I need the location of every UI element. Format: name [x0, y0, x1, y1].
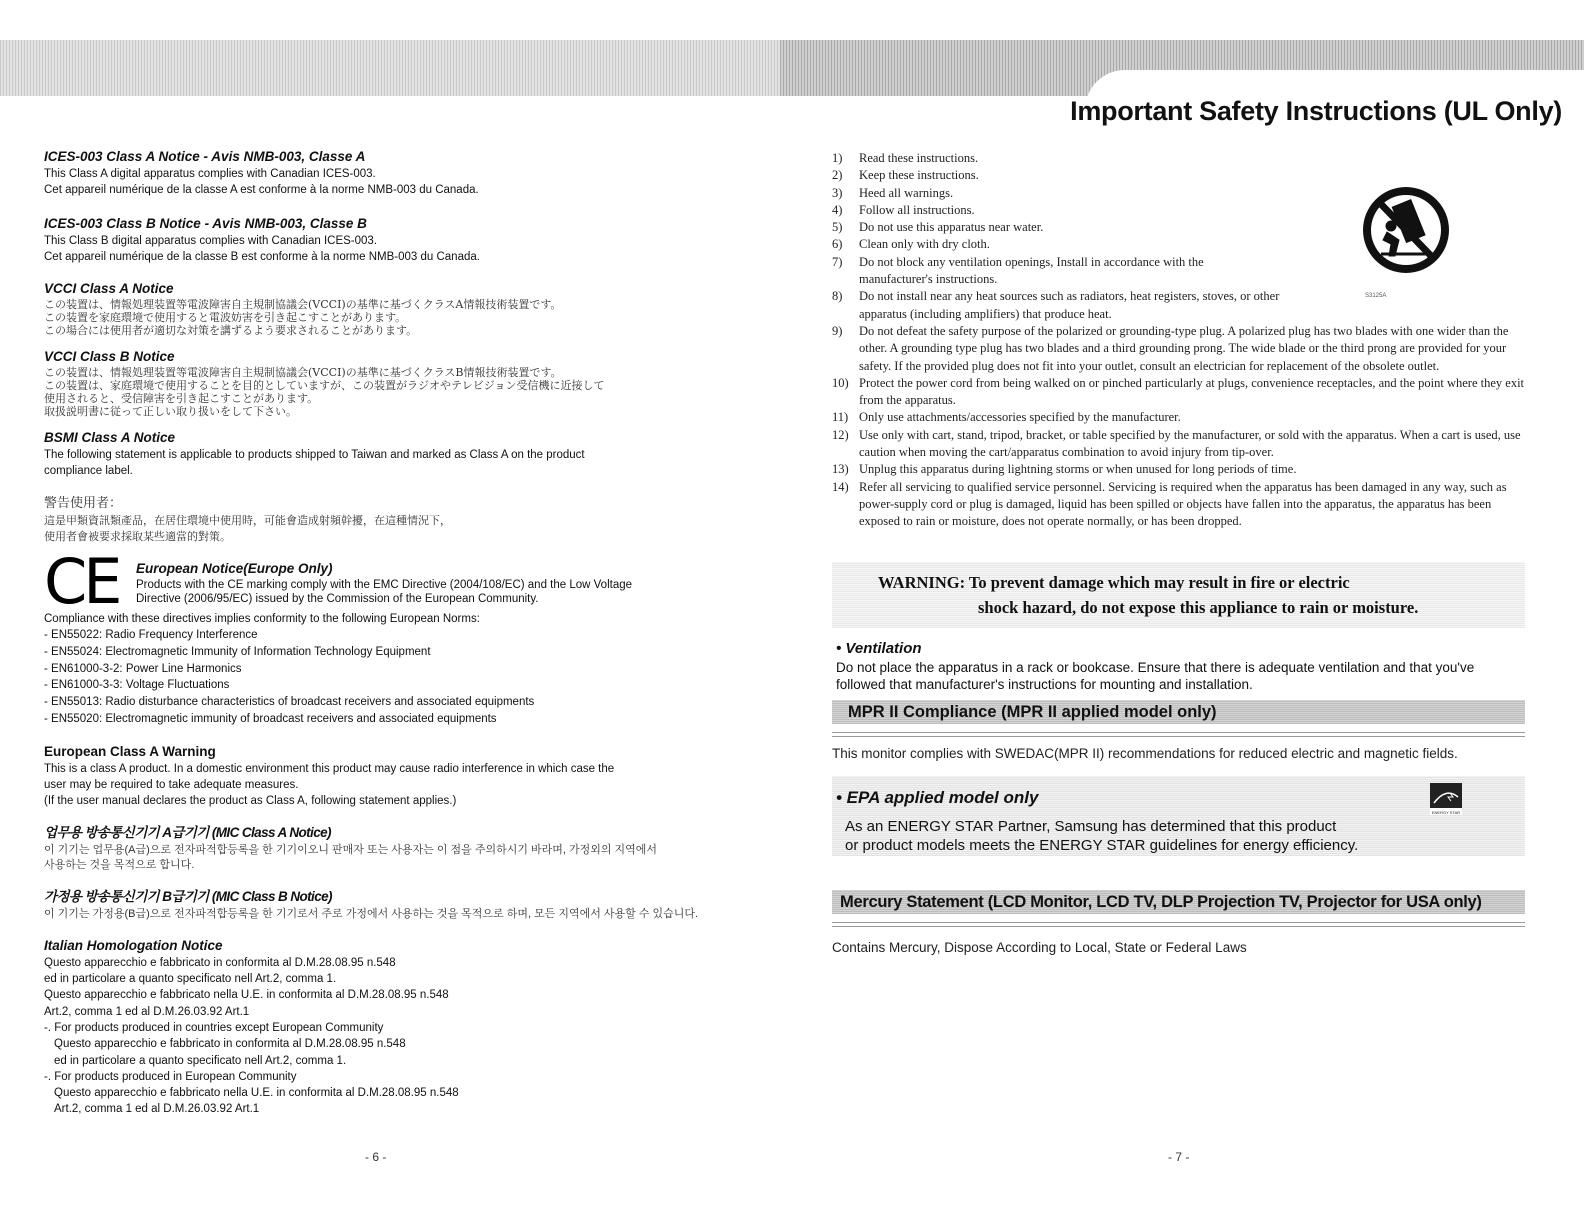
mercury-heading-bar [832, 890, 1525, 914]
ce-norm-item: - EN61000-3-2: Power Line Harmonics [44, 662, 242, 675]
eu-class-a-warning [44, 744, 744, 809]
italian-notice [44, 938, 744, 1118]
chinese-warning-line: 這是甲類資訊類產品，在居住環境中使用時，可能會造成射頻幹擾，在這種情況下， [44, 514, 451, 527]
ce-norm-item: - EN55024: Electromagnetic Immunity of Information Technology Equipment [44, 645, 431, 658]
instruction-number: 9) [832, 323, 843, 338]
italian-line: ed in particolare a quanto specificato nell Art.2, comma 1. [54, 1054, 347, 1067]
vcci-b-line: この装置は、情報処理装置等電波障害自主規制協議会(VCCI)の基準に基づくクラスB情報技術装置です。 [44, 366, 562, 379]
instruction-number: 14) [832, 479, 849, 494]
instruction-item [832, 409, 1532, 426]
epa-line: or product models meets the ENERGY STAR guidelines for energy efficiency. [845, 837, 1359, 854]
page-number-right: - 7 - [1168, 1150, 1190, 1164]
ices-a-line: This Class A digital apparatus complies with Canadian ICES-003. [44, 168, 376, 180]
vcci-a-line: この装置を家庭環境で使用すると電波妨害を引き起こすことがあります。 [44, 311, 407, 324]
instruction-text: Do not install near any heat sources such as radiators, heat registers, stoves, or other apparatus (including amplifiers) that produce heat. [859, 289, 1280, 321]
italian-line: -. For products produced in European Community [44, 1070, 297, 1083]
mpr-text: This monitor complies with SWEDAC(MPR II) recommendations for reduced electric and magnetic fields. [832, 746, 1458, 761]
ices-b-heading: ICES-003 Class B Notice - Avis NMB-003, Classe B [44, 216, 367, 231]
page-title: Important Safety Instructions (UL Only) [1070, 96, 1562, 126]
korea-a-line: 이 기기는 업무용(A급)으로 전자파적합등록을 한 기기이오니 판매자 또는 사용자는 이 점을 주의하시기 바라며, 가정외의 지역에서 [44, 843, 658, 856]
instruction-item [832, 150, 1532, 167]
cart-icon-label: S3125A [1365, 293, 1387, 299]
eu-class-a-line: This is a class A product. In a domestic environment this product may cause radio interference in which case the [44, 762, 615, 775]
ices-b-notice [44, 216, 744, 265]
eu-class-a-heading: European Class A Warning [44, 743, 216, 759]
instruction-number: 11) [832, 410, 849, 425]
bsmi-notice [44, 430, 744, 479]
instruction-number: 4) [832, 202, 843, 217]
eu-class-a-line: (If the user manual declares the product as Class A, following statement applies.) [44, 794, 457, 807]
italian-line: ed in particolare a quanto specificato nell Art.2, comma 1. [44, 973, 337, 986]
instruction-number: 7) [832, 254, 843, 269]
ce-norms-intro: Compliance with these directives implies conformity to the following European Norms: [44, 613, 480, 625]
instruction-number: 13) [832, 462, 849, 477]
instruction-text: Refer all servicing to qualified service personnel. Servicing is required when the apparatus has been damaged in any way, such as power-supply cord or plug is damaged, liquid has been spilled or objects have fallen into the apparatus, the apparatus has been exposed to rain or moisture, does not operate normally, or has been dropped. [859, 479, 1507, 529]
italian-line: Questo apparecchio e fabbricato in conformita al D.M.28.08.95 n.548 [54, 1038, 406, 1051]
italian-line: Art.2, comma 1 ed al D.M.26.03.92 Art.1 [54, 1103, 260, 1116]
instruction-number: 8) [832, 289, 843, 304]
ce-line: Directive (2006/95/EC) issued by the Commission of the European Community. [136, 593, 539, 605]
instruction-number: 6) [832, 237, 843, 252]
ce-heading: European Notice(Europe Only) [136, 561, 333, 576]
instruction-number: 5) [832, 220, 843, 235]
ce-norm-item: - EN61000-3-3: Voltage Fluctuations [44, 679, 230, 692]
epa-line: As an ENERGY STAR Partner, Samsung has determined that this product [845, 818, 1337, 835]
italian-line: Questo apparecchio e fabbricato nella U.E. in conformita al D.M.28.08.95 n.548 [44, 989, 449, 1002]
warning-box [832, 562, 1525, 628]
instruction-text: Do not use this apparatus near water. [859, 220, 1044, 235]
chinese-warning-line: 使用者會被要求採取某些適當的對策。 [44, 530, 231, 543]
warning-line-1: WARNING: To prevent damage which may result in fire or electric [878, 573, 1350, 592]
mpr-divider [832, 736, 1525, 737]
vcci-b-line: この装置は、家庭環境で使用することを目的としていますが、この装置がラジオやテレビジョン受信機に近接して [44, 379, 605, 392]
korea-a-heading: 업무용 방송통신기기 A급기기 (MIC Class A Notice) [44, 824, 331, 840]
ices-b-line: Cet appareil numérique de la classe B est conforme à la norme NMB-003 du Canada. [44, 251, 480, 263]
mercury-divider [832, 926, 1525, 927]
korea-b-line: 이 기기는 가정용(B급)으로 전자파적합등록을 한 기기로서 주로 가정에서 사용하는 것을 목적으로 하며, 모든 지역에서 사용할 수 있습니다. [44, 907, 699, 920]
instruction-text: Heed all warnings. [859, 185, 954, 200]
ce-notice [44, 545, 744, 618]
bsmi-heading: BSMI Class A Notice [44, 430, 176, 445]
ce-mark-icon: CE [44, 545, 119, 618]
header-band-left [0, 40, 780, 96]
instruction-text: Do not block any ventilation openings, Install in accordance with the manufacturer's instructions. [859, 254, 1204, 287]
ce-norm-item: - EN55013: Radio disturbance characteristics of broadcast receivers and associated equipments [44, 696, 535, 709]
instruction-number: 12) [832, 427, 849, 442]
instruction-item [832, 323, 1532, 375]
instruction-text: Do not defeat the safety purpose of the polarized or grounding-type plug. A polarized plug has two blades with one wider than the other. A grounding type plug has two blades and a third grounding prong. The wide blade or the third prong are provided for your safety. If the provided plug does not fit into your outlet, consult an electrician for replacement of the obsolete outlet. [859, 323, 1509, 373]
ventilation-line: followed that manufacturer's instructions for mounting and installation. [836, 677, 1253, 692]
korea-a-line: 사용하는 것을 목적으로 합니다. [44, 858, 195, 871]
instruction-number: 2) [832, 168, 843, 183]
ventilation-heading: • Ventilation [836, 640, 922, 657]
mpr-heading-bar [832, 700, 1525, 724]
energy-star-logo-label: ENERGY STAR [1431, 810, 1461, 815]
page-number-left: - 6 - [365, 1150, 387, 1164]
instruction-number: 1) [832, 151, 843, 165]
ce-norm-item: - EN55020: Electromagnetic immunity of broadcast receivers and associated equipments [44, 712, 497, 725]
ce-norm-item: - EN55022: Radio Frequency Interference [44, 629, 258, 641]
eu-class-a-line: user may be required to take adequate measures. [44, 778, 299, 791]
instruction-text: Keep these instructions. [859, 168, 979, 183]
italian-line: Questo apparecchio e fabbricato nella U.E. in conformita al D.M.28.08.95 n.548 [54, 1087, 459, 1100]
ices-a-heading: ICES-003 Class A Notice - Avis NMB-003, Classe A [44, 149, 366, 164]
instruction-item [832, 479, 1532, 531]
vcci-b-line: 取扱説明書に従って正しい取り扱いをして下さい。 [44, 405, 297, 418]
epa-heading: • EPA applied model only [836, 788, 1039, 807]
italian-heading: Italian Homologation Notice [44, 937, 223, 953]
warning-line-2: shock hazard, do not expose this appliance to rain or moisture. [978, 598, 1419, 617]
instruction-text: Follow all instructions. [859, 202, 975, 217]
italian-line: Questo apparecchio e fabbricato in conformita al D.M.28.08.95 n.548 [44, 956, 396, 969]
instruction-number: 3) [832, 185, 843, 200]
left-column [44, 149, 744, 1118]
cart-tipover-warning-icon [1361, 170, 1451, 300]
ices-a-notice [44, 149, 744, 198]
korea-b-heading: 가정용 방송통신기기 B급기기 (MIC Class B Notice) [44, 888, 332, 904]
instruction-item [832, 375, 1532, 410]
epa-box [832, 776, 1525, 856]
energy-star-logo-icon [1430, 783, 1462, 815]
ce-line: Products with the CE marking comply with the EMC Directive (2004/108/EC) and the Low Voltage [136, 579, 633, 591]
instruction-text: Clean only with dry cloth. [859, 237, 990, 252]
ices-a-line: Cet appareil numérique de la classe A est conforme à la norme NMB-003 du Canada. [44, 184, 479, 196]
korea-b-notice [44, 885, 744, 922]
instruction-text: Read these instructions. [859, 151, 979, 165]
instruction-item [832, 461, 1532, 478]
italian-line: -. For products produced in countries except European Community [44, 1021, 384, 1034]
instruction-text: Unplug this apparatus during lightning storms or when unused for long periods of time. [859, 462, 1297, 477]
ventilation-section [836, 640, 1536, 693]
mercury-text: Contains Mercury, Dispose According to Local, State or Federal Laws [832, 940, 1247, 955]
vcci-a-line: この場合には使用者が適切な対策を講ずるよう要求されることがあります。 [44, 324, 418, 337]
vcci-b-heading: VCCI Class B Notice [44, 349, 175, 364]
instruction-text: Only use attachments/accessories specified by the manufacturer. [859, 410, 1181, 425]
mercury-heading: Mercury Statement (LCD Monitor, LCD TV, DLP Projection TV, Projector for USA only) [840, 893, 1482, 911]
bsmi-line: The following statement is applicable to products shipped to Taiwan and marked as Class A on the product [44, 449, 585, 461]
ventilation-line: Do not place the apparatus in a rack or bookcase. Ensure that there is adequate ventilation and that you've [836, 660, 1475, 675]
mercury-divider [832, 922, 1525, 923]
instruction-item [832, 427, 1532, 462]
vcci-a-line: この装置は、情報処理装置等電波障害自主規制協議会(VCCI)の基準に基づくクラスA情報技術装置です。 [44, 298, 562, 311]
instruction-text: Protect the power cord from being walked on or pinched particularly at plugs, convenience receptacles, and the point where they exit from the apparatus. [859, 375, 1525, 408]
instruction-text: Use only with cart, stand, tripod, bracket, or table specified by the manufacturer, or sold with the apparatus. When a cart is used, use caution when moving the cart/apparatus combination to avoid injury from tip-over. [859, 427, 1521, 460]
vcci-b-notice [44, 349, 744, 418]
vcci-a-heading: VCCI Class A Notice [44, 281, 174, 296]
mpr-heading: MPR II Compliance (MPR II applied model only) [848, 703, 1217, 721]
mpr-divider [832, 732, 1525, 733]
bsmi-line: compliance label. [44, 465, 133, 477]
instruction-number: 10) [832, 375, 849, 390]
korea-a-notice [44, 821, 744, 873]
italian-line: Art.2, comma 1 ed al D.M.26.03.92 Art.1 [44, 1005, 250, 1018]
chinese-warning-title: 警告使用者： [44, 496, 123, 511]
vcci-b-line: 使用されると、受信障害を引き起こすことがあります。 [44, 392, 319, 405]
vcci-a-notice [44, 281, 744, 337]
chinese-warning [44, 495, 744, 545]
ices-b-line: This Class B digital apparatus complies with Canadian ICES-003. [44, 235, 378, 247]
